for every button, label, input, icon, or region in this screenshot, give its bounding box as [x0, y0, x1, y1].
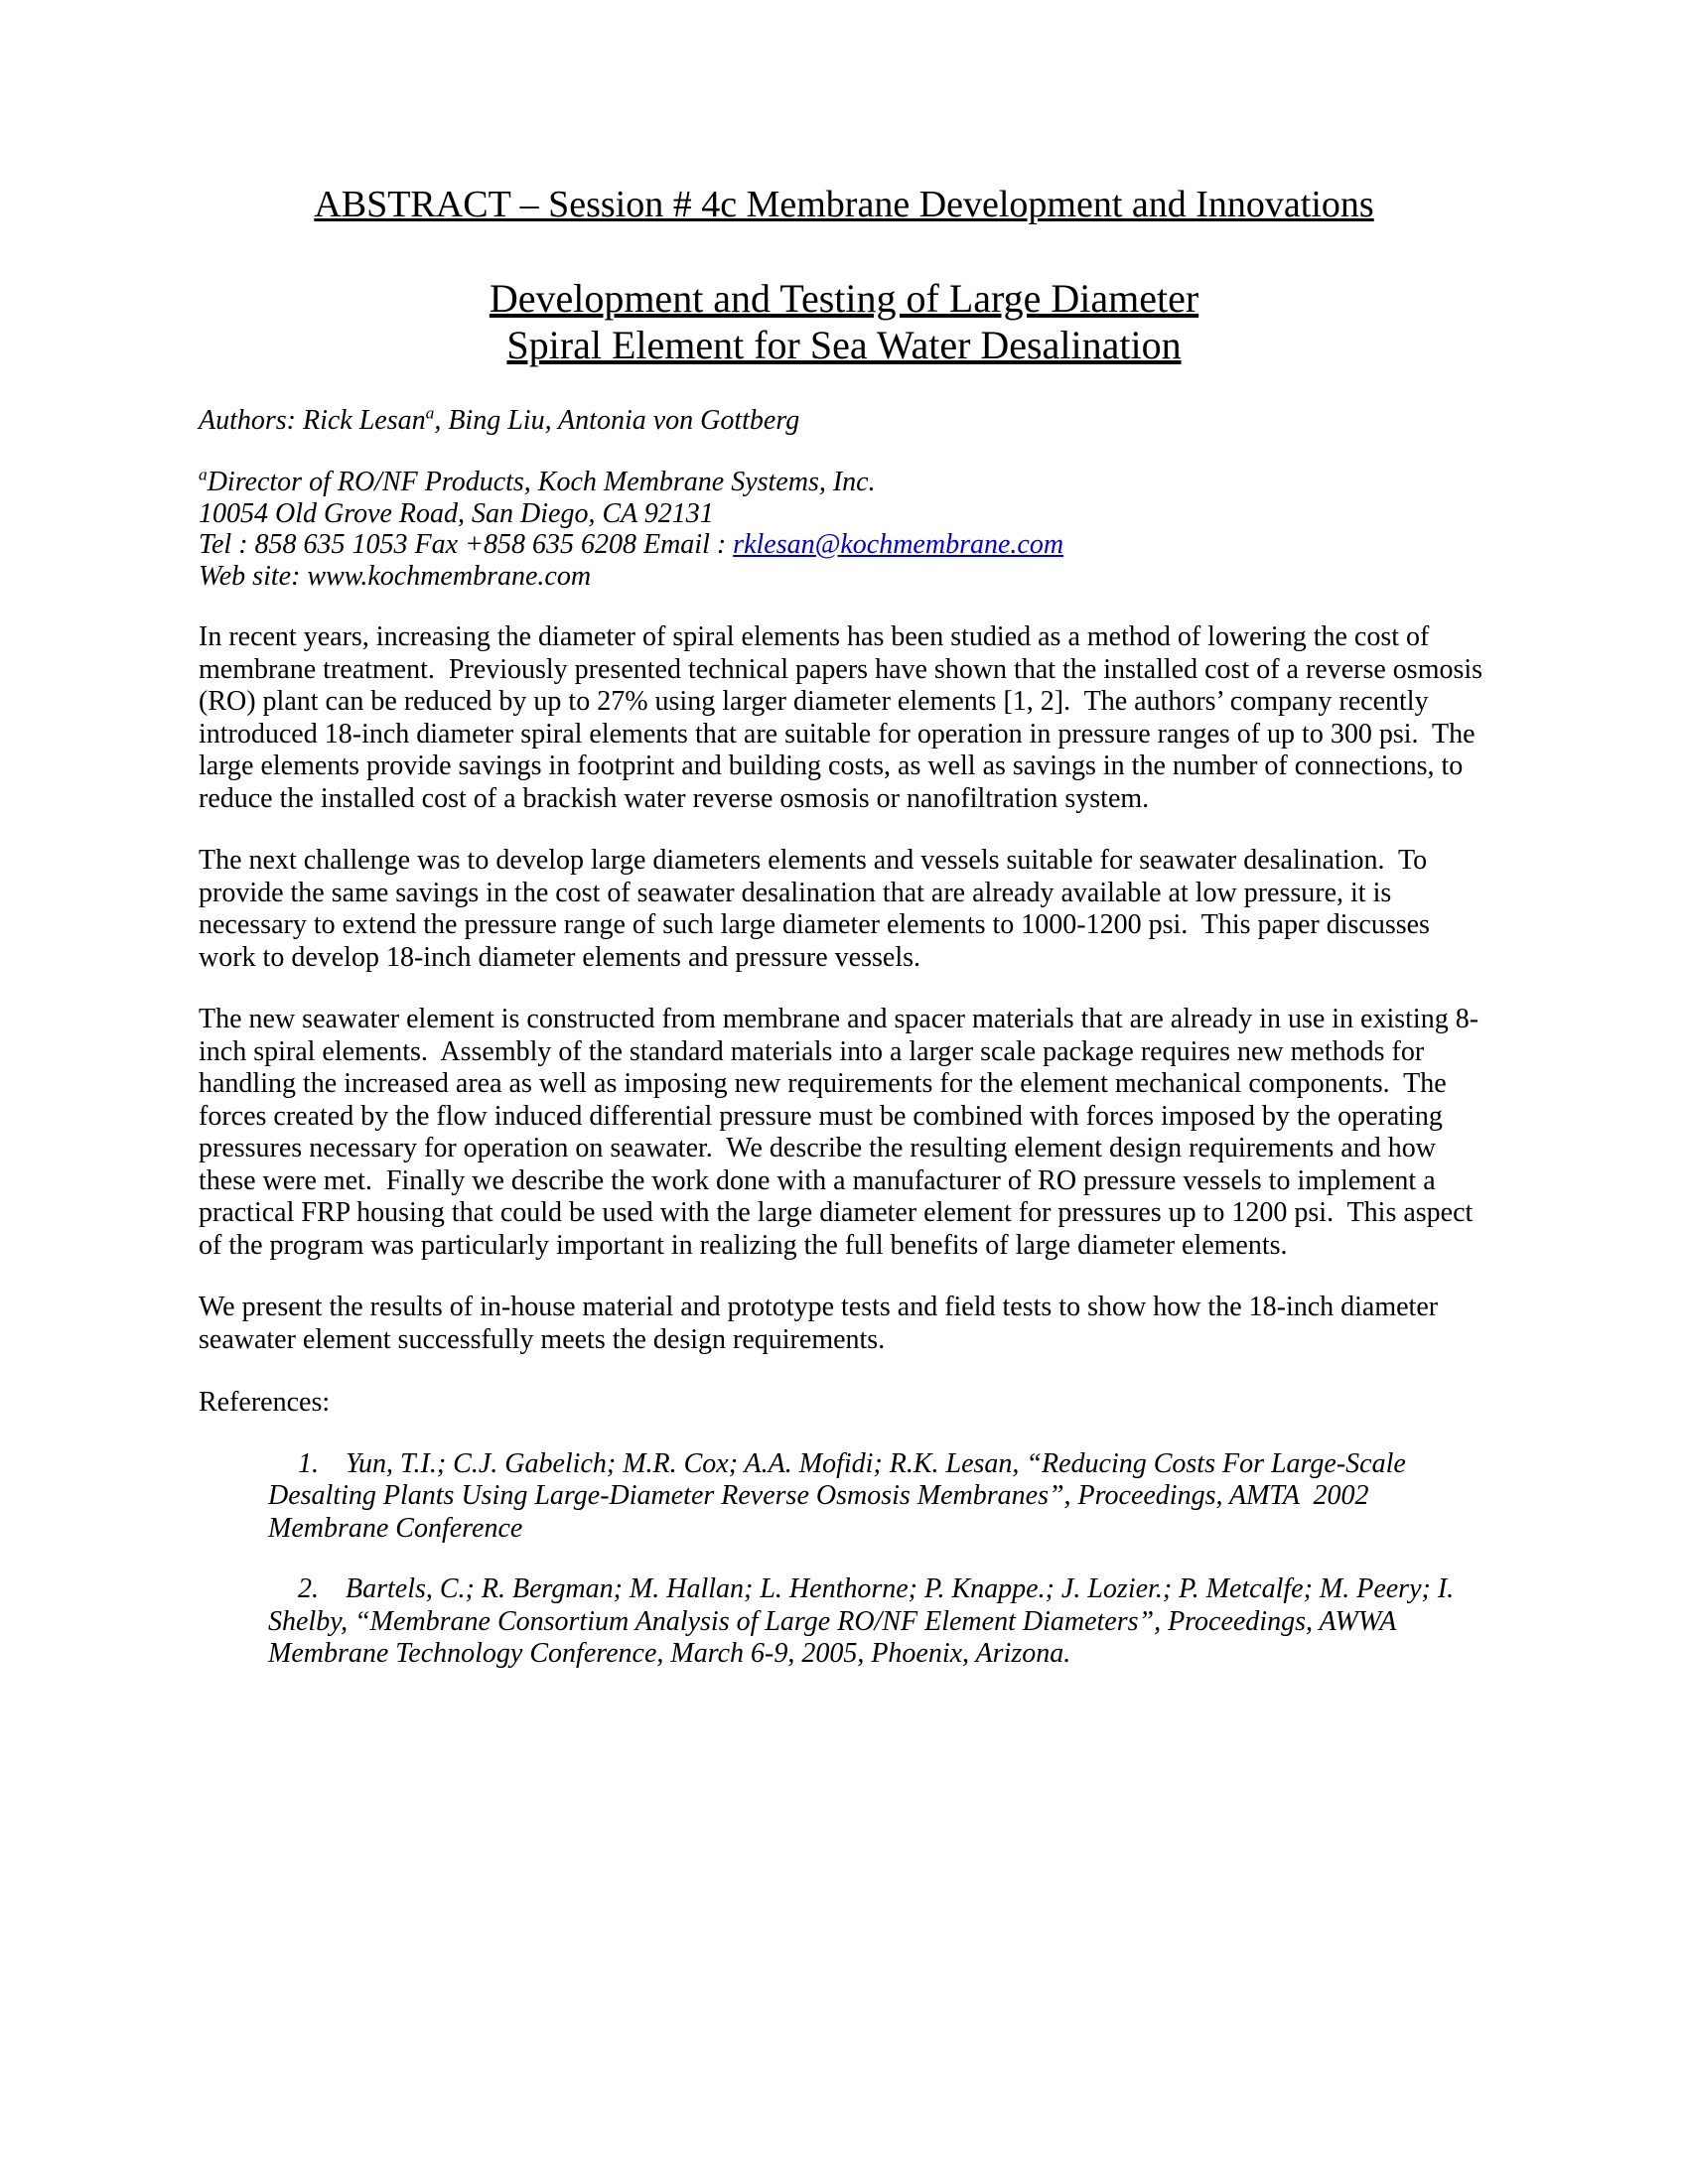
- authors-suffix: , Bing Liu, Antonia von Gottberg: [434, 405, 800, 436]
- abstract-paragraph-1: In recent years, increasing the diameter of spiral elements has been studied as a method of lowering the cost of membrane treatment. Previously presented technical papers have shown that the installed cost of a reverse osmosis (RO) plant can be reduced by up to 27% using larger diameter elements [1, 2]. The authors’ company recently introduced 18-inch diameter spiral elements that are suitable for operation in pressure ranges of up to 300 psi. The large elements provide savings in footprint and building costs, as well as savings in the number of connections, to reduce the installed cost of a brackish water reverse osmosis or nanofiltration system.: [199, 621, 1490, 814]
- affiliation-title-line: $^a$Director of RO/NF Products, Koch Membrane Systems, Inc.: [199, 465, 876, 497]
- email-link[interactable]: rklesan@kochmembrane.com: [733, 529, 1064, 560]
- reference-2-number: 2.: [298, 1573, 319, 1604]
- affiliation-contact-line: [199, 529, 1489, 561]
- affiliation-website-line: Web site: www.kochmembrane.com: [199, 560, 592, 592]
- abstract-paragraph-3: The new seawater element is constructed from membrane and spacer materials that are already in use in existing 8-inch spiral elements. Assembly of the standard materials into a larger scale package requires new methods for handling the increased area as well as imposing new requirements for the element mechanical components. The forces created by the flow induced differential pressure must be combined with forces imposed by the operating pressures necessary for operation on seawater. We describe the resulting element design requirements and how these were met. Finally we describe the work done with a manufacturer of RO pressure vessels to implement a practical FRP housing that could be used with the large diameter element for pressures up to 1200 psi. This aspect of the program was particularly important in realizing the full benefits of large diameter elements.: [199, 1004, 1480, 1261]
- reference-1-text: Yun, T.I.; C.J. Gabelich; M.R. Cox; A.A. Mofidi; R.K. Lesan, “Reducing Costs For Large-Scale Desalting Plants Using Large-Diameter Reverse Osmosis Membranes”, Proceedings, AMTA 2002 Membrane Conference: [268, 1447, 1413, 1544]
- reference-item-1: [199, 1448, 1489, 1546]
- author-affiliation-marker: a: [425, 403, 435, 423]
- reference-item-2: [199, 1573, 1489, 1671]
- session-heading: [199, 182, 1489, 227]
- reference-2-text: Bartels, C.; R. Bergman; M. Hallan; L. Henthorne; P. Knappe.; J. Lozier.; P. Metcalfe; M. Peery; I. Shelby, “Membrane Consortium Analysis of Large RO/NF Element Diameters”, Proceedings, AWWA Membrane Technology Conference, March 6-9, 2005, Phoenix, Arizona.: [268, 1573, 1462, 1669]
- abstract-paragraph-4: We present the results of in-house material and prototype tests and field tests to show how the 18-inch diameter seawater element successfully meets the design requirements.: [199, 1292, 1446, 1355]
- affiliation-block: [199, 467, 1489, 592]
- affiliation-address-line: 10054 Old Grove Road, San Diego, CA 92131: [199, 497, 714, 529]
- authors-prefix: Authors: Rick Lesan: [199, 405, 426, 436]
- references-label: References:: [199, 1387, 331, 1418]
- paper-title-line-1: Development and Testing of Large Diameter: [489, 276, 1199, 321]
- abstract-paragraph-2: The next challenge was to develop large diameters elements and vessels suitable for seawater desalination. To provide the same savings in the cost of seawater desalination that are already available at low pressure, it is necessary to extend the pressure range of such large diameter elements to 1000-1200 psi. This paper discusses work to develop 18-inch diameter elements and pressure vessels.: [199, 845, 1437, 973]
- affiliation-marker: a: [199, 465, 208, 484]
- session-heading-text: ABSTRACT – Session # 4c Membrane Development and Innovations: [314, 184, 1374, 225]
- paper-title: [199, 275, 1489, 368]
- tel-fax-text: Tel : 858 635 1053 Fax +858 635 6208 Email :: [199, 529, 734, 560]
- authors-line: [199, 405, 1489, 436]
- reference-1-number: 1.: [298, 1447, 319, 1479]
- paper-title-line-2: Spiral Element for Sea Water Desalination: [506, 323, 1182, 367]
